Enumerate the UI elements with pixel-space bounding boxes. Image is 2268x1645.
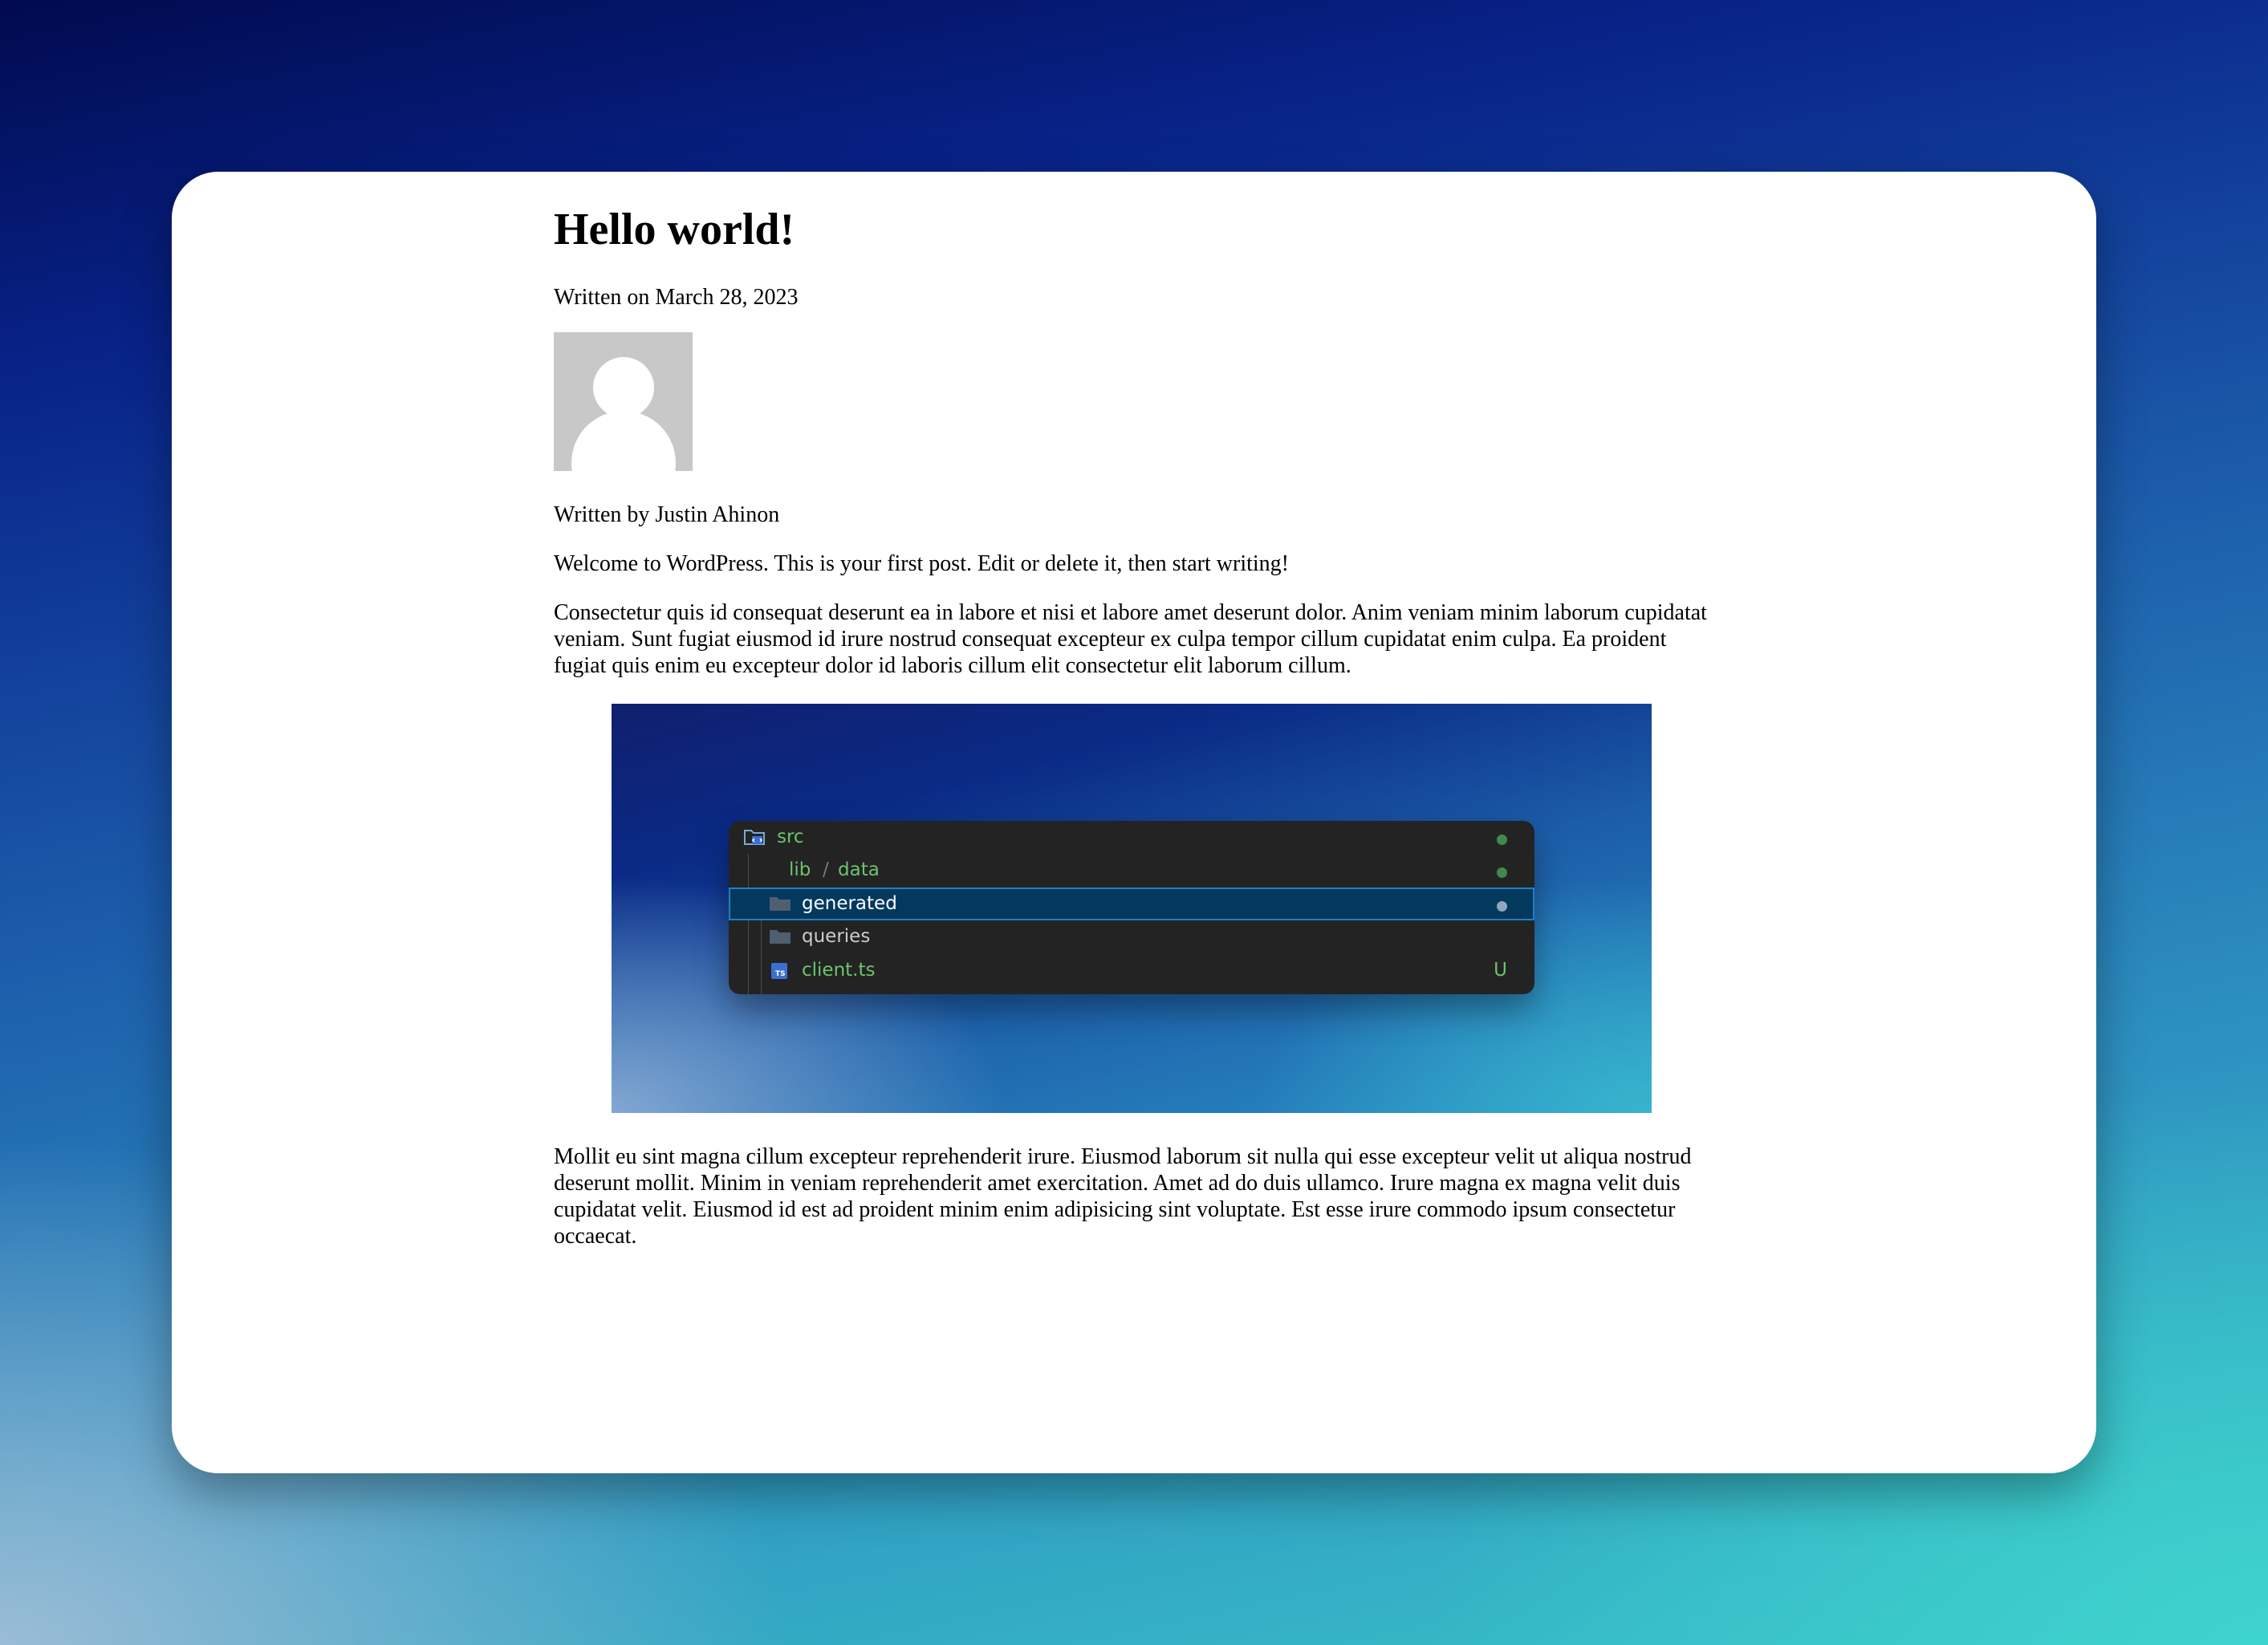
file-tree-panel xyxy=(729,821,1534,994)
tree-label-lib: lib xyxy=(789,859,811,880)
git-untracked-badge: U xyxy=(1494,960,1507,981)
tree-label: generated xyxy=(802,893,897,914)
tree-label: client.ts xyxy=(802,960,876,981)
git-status-dot xyxy=(1497,901,1507,912)
browser-page-card xyxy=(172,172,2096,1473)
typescript-file-icon xyxy=(770,962,788,980)
post-image xyxy=(612,704,1652,1113)
tree-row-client-ts xyxy=(729,954,1534,987)
path-separator: / xyxy=(823,859,829,880)
tree-label: queries xyxy=(802,926,871,947)
post-paragraph-1: Consectetur quis id consequat deserunt ea in labore et nisi et labore amet deserunt dolor. Anim veniam minim laborum cupidatat veniam. Sunt fugiat eiusmod id irure nostrud consequat excepteur ex culpa tempor cillum cupidatat enim culpa. Ea proident fugiat quis enim eu excepteur dolor id laboris cillum elit consectetur elit laborum cillum. xyxy=(554,600,1707,678)
tree-row-lib-data xyxy=(729,854,1534,887)
post-paragraph-2: Mollit eu sint magna cillum excepteur reprehenderit irure. Eiusmod laborum sit nulla qui esse excepteur velit ut aliqua nostrud deserunt mollit. Minim in veniam reprehenderit amet exercitation. Amet ad do duis ullamco. Irure magna ex magna velit duis cupidatat velit. Eiusmod id est ad proident minim enim adipisicing sint voluptate. Est esse irure commodo ipsum consectetur occaecat. xyxy=(554,1144,1692,1249)
avatar-body-shape xyxy=(571,411,676,471)
post-intro: Welcome to WordPress. This is your first post. Edit or delete it, then start writing! xyxy=(554,551,1289,576)
avatar-head-shape xyxy=(593,357,654,418)
tree-row-generated xyxy=(729,887,1534,920)
git-status-dot xyxy=(1497,835,1507,845)
post-content xyxy=(554,172,1725,1249)
post-title: Hello world! xyxy=(554,205,795,254)
git-status-dot xyxy=(1497,867,1507,878)
post-date: Written on March 28, 2023 xyxy=(554,285,799,310)
svg-text:TS: TS xyxy=(775,970,786,978)
folder-icon xyxy=(769,895,791,912)
tree-label: src xyxy=(777,827,804,847)
tree-row-src xyxy=(729,821,1534,854)
source-folder-icon xyxy=(743,828,766,846)
author-avatar xyxy=(554,332,693,471)
folder-icon xyxy=(769,928,791,945)
tree-label-data: data xyxy=(838,859,880,880)
tree-row-queries xyxy=(729,920,1534,953)
post-author: Written by Justin Ahinon xyxy=(554,502,780,527)
